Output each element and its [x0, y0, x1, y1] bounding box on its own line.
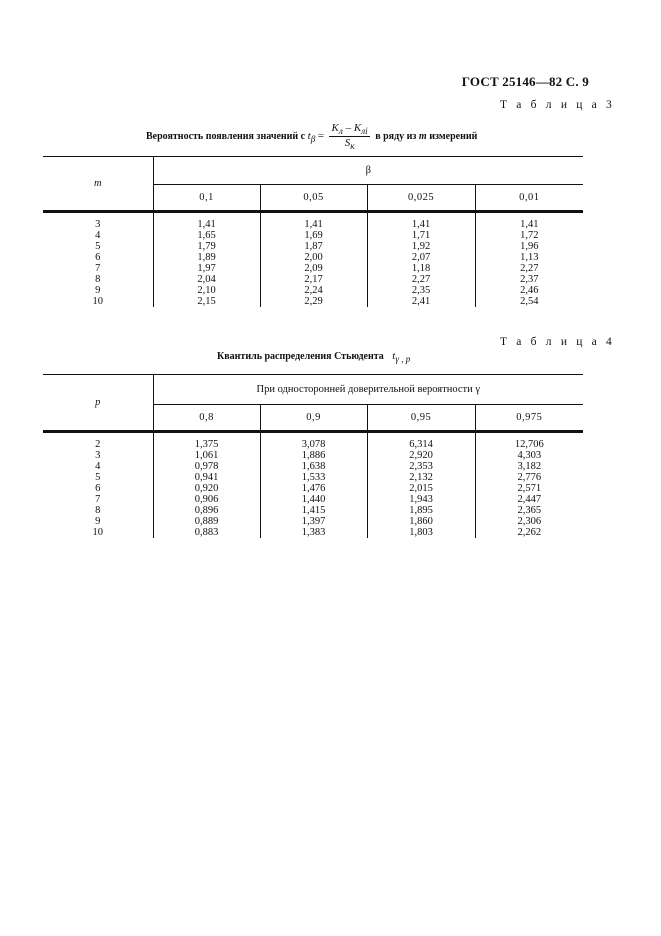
table-row — [43, 263, 583, 274]
table-row — [43, 432, 583, 451]
table4-label: Т а б л и ц а 4 — [500, 336, 616, 348]
table3-group-header: β — [153, 157, 583, 185]
table-cell: 4,303 — [475, 450, 583, 461]
table3 — [43, 156, 583, 307]
equals-sign: = — [317, 129, 324, 142]
table-cell: 1,41 — [367, 212, 475, 231]
t-gamma-p-symbol: $t_{\gamma , p}$ — [392, 350, 411, 365]
table-row — [43, 230, 583, 241]
table-cell: 2,776 — [475, 472, 583, 483]
table-cell: 1,943 — [367, 494, 475, 505]
table-cell: 1,65 — [153, 230, 260, 241]
row-key: 10 — [92, 296, 103, 307]
table4-col-header: 0,975 — [475, 405, 583, 432]
table4-col-header: 0,9 — [260, 405, 367, 432]
row-key: 5 — [95, 241, 101, 252]
table-row — [43, 212, 583, 231]
table-row — [43, 296, 583, 307]
table-cell: 12,706 — [475, 432, 583, 451]
table-row — [43, 483, 583, 494]
table-cell: 2,132 — [367, 472, 475, 483]
table-cell: 1,96 — [475, 241, 583, 252]
table-row — [43, 274, 583, 285]
table-cell: 1,886 — [260, 450, 367, 461]
table4 — [43, 374, 583, 538]
table-cell: 0,941 — [153, 472, 260, 483]
table-cell: 1,87 — [260, 241, 367, 252]
row-key: 6 — [95, 483, 101, 494]
table3-caption-after: в ряду из — [375, 130, 417, 142]
table-cell: 1,383 — [260, 527, 367, 538]
table-cell: 2,27 — [475, 263, 583, 274]
row-key: 3 — [95, 219, 101, 230]
table-cell: 6,314 — [367, 432, 475, 451]
table-row — [43, 285, 583, 296]
table-cell: 1,79 — [153, 241, 260, 252]
table-cell: 2,00 — [260, 252, 367, 263]
table-row — [43, 516, 583, 527]
table-row — [43, 241, 583, 252]
row-key: 3 — [95, 450, 101, 461]
table-cell: 2,262 — [475, 527, 583, 538]
table4-body — [43, 432, 583, 539]
table4-col-header: 0,8 — [153, 405, 260, 432]
table-cell: 1,92 — [367, 241, 475, 252]
table-cell: 0,889 — [153, 516, 260, 527]
table-cell: 2,54 — [475, 296, 583, 307]
row-key: 4 — [95, 230, 101, 241]
table-row — [43, 461, 583, 472]
table-cell: 2,10 — [153, 285, 260, 296]
t-beta-symbol: $t_\beta$ — [307, 129, 316, 145]
table-cell: 2,29 — [260, 296, 367, 307]
row-key: 7 — [95, 263, 101, 274]
table-cell: 2,17 — [260, 274, 367, 285]
table-cell: 2,07 — [367, 252, 475, 263]
table-cell: 1,72 — [475, 230, 583, 241]
table3-caption — [146, 122, 477, 151]
row-key: 8 — [95, 274, 101, 285]
table-cell: 1,18 — [367, 263, 475, 274]
row-key: 9 — [95, 516, 101, 527]
table-cell: 1,533 — [260, 472, 367, 483]
table-row — [43, 252, 583, 263]
table-cell: 2,24 — [260, 285, 367, 296]
table3-body — [43, 212, 583, 308]
row-key: 6 — [95, 252, 101, 263]
table4-caption — [217, 350, 410, 364]
table-cell: 1,41 — [260, 212, 367, 231]
table-cell: 1,061 — [153, 450, 260, 461]
table-cell: 0,883 — [153, 527, 260, 538]
formula-denominator: $S_к$ — [344, 137, 355, 152]
table-cell: 1,895 — [367, 505, 475, 516]
page-header: ГОСТ 25146—82 С. 9 — [461, 74, 589, 89]
table-cell: 2,37 — [475, 274, 583, 285]
row-key: 9 — [95, 285, 101, 296]
table4-caption-text: Квантиль распределения Стьюдента — [217, 351, 384, 362]
table-row — [43, 472, 583, 483]
table-cell: 3,078 — [260, 432, 367, 451]
row-key: 10 — [92, 527, 103, 538]
table-cell: 1,13 — [475, 252, 583, 263]
table4-col-header: 0,95 — [367, 405, 475, 432]
table-cell: 2,46 — [475, 285, 583, 296]
table3-label: Т а б л и ц а 3 — [500, 99, 616, 111]
table3-caption-text: Вероятность появления значений с — [146, 130, 306, 142]
table-cell: 1,860 — [367, 516, 475, 527]
table-cell: 0,896 — [153, 505, 260, 516]
row-key: 5 — [95, 472, 101, 483]
table-cell: 1,803 — [367, 527, 475, 538]
table-cell: 1,89 — [153, 252, 260, 263]
m-variable: m — [418, 130, 427, 142]
table-cell: 1,415 — [260, 505, 367, 516]
table-cell: 1,397 — [260, 516, 367, 527]
table-cell: 1,375 — [153, 432, 260, 451]
table-cell: 2,015 — [367, 483, 475, 494]
table-cell: 2,365 — [475, 505, 583, 516]
table4-group-header: При односторонней доверительной вероятности γ — [153, 375, 583, 405]
table-cell: 2,09 — [260, 263, 367, 274]
table-cell: 2,353 — [367, 461, 475, 472]
table-cell: 2,27 — [367, 274, 475, 285]
table-cell: 0,978 — [153, 461, 260, 472]
table-cell: 1,440 — [260, 494, 367, 505]
table3-row-header: m — [43, 157, 153, 212]
row-key: 4 — [95, 461, 101, 472]
table-cell: 2,306 — [475, 516, 583, 527]
table3-col-header: 0,05 — [260, 185, 367, 212]
row-key: 7 — [95, 494, 101, 505]
table-cell: 0,906 — [153, 494, 260, 505]
table-row — [43, 527, 583, 538]
table4-row-header: p — [43, 375, 153, 432]
table-row — [43, 450, 583, 461]
table-cell: 1,69 — [260, 230, 367, 241]
table-cell: 2,447 — [475, 494, 583, 505]
table3-col-header: 0,025 — [367, 185, 475, 212]
table-cell: 2,41 — [367, 296, 475, 307]
row-key: 2 — [95, 439, 101, 450]
formula-numerator: $K_л - K_{лi}$ — [331, 122, 368, 137]
formula-fraction — [329, 122, 369, 151]
table-cell: 1,638 — [260, 461, 367, 472]
table-row — [43, 494, 583, 505]
table-row — [43, 505, 583, 516]
table-cell: 1,476 — [260, 483, 367, 494]
table-cell: 3,182 — [475, 461, 583, 472]
table-cell: 2,571 — [475, 483, 583, 494]
table-cell: 2,04 — [153, 274, 260, 285]
table-cell: 1,71 — [367, 230, 475, 241]
table3-col-header: 0,01 — [475, 185, 583, 212]
table-cell: 0,920 — [153, 483, 260, 494]
table3-col-header: 0,1 — [153, 185, 260, 212]
table-cell: 2,15 — [153, 296, 260, 307]
table-cell: 2,920 — [367, 450, 475, 461]
table-cell: 1,41 — [475, 212, 583, 231]
table-cell: 1,97 — [153, 263, 260, 274]
table3-caption-end: измерений — [429, 130, 478, 142]
row-key: 8 — [95, 505, 101, 516]
table-cell: 2,35 — [367, 285, 475, 296]
table-cell: 1,41 — [153, 212, 260, 231]
